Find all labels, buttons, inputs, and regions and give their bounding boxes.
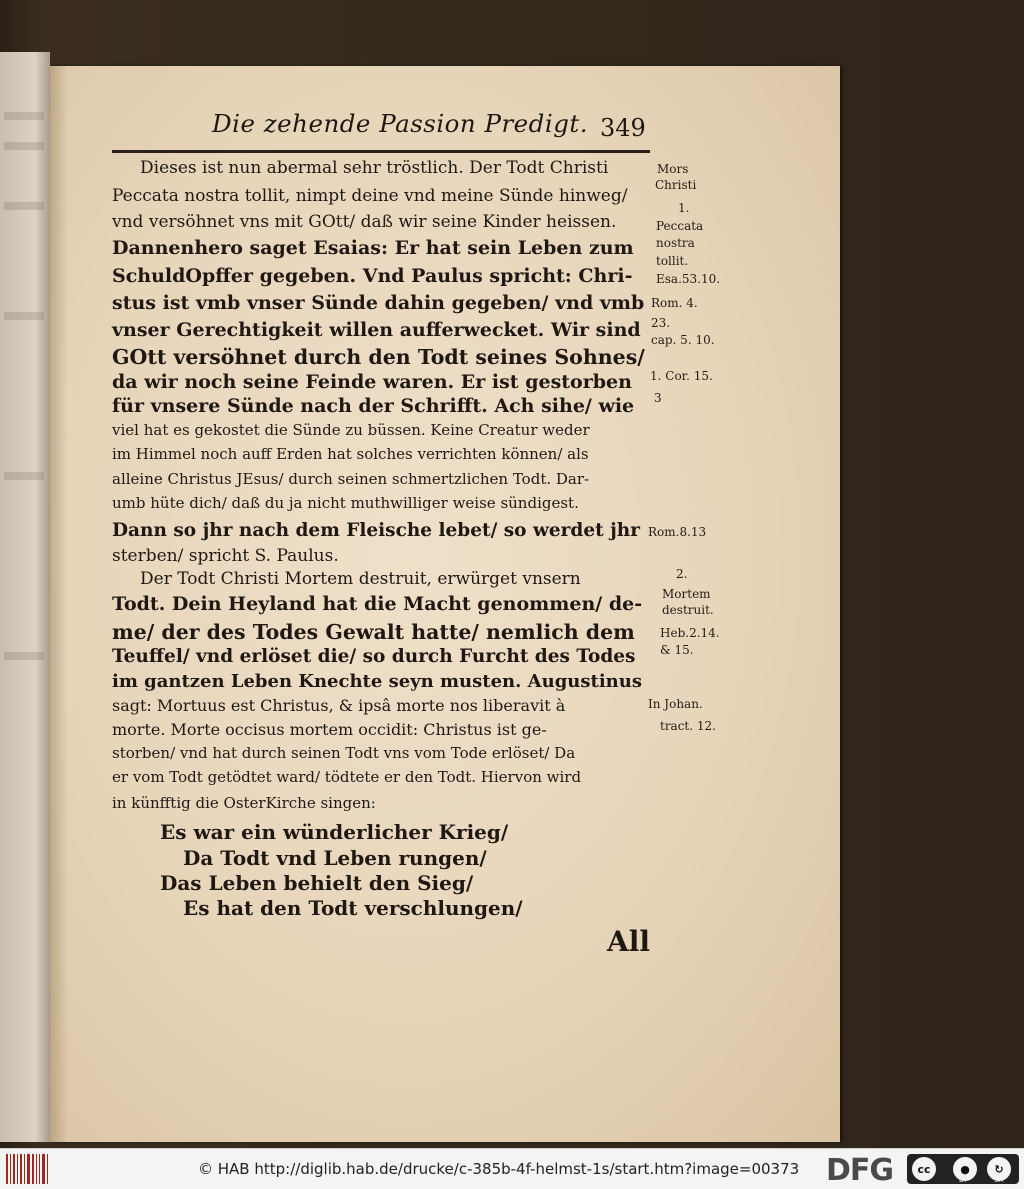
body-line: im Himmel noch auff Erden hat solches verrichten können/ als bbox=[112, 445, 589, 463]
body-line: sagt: Mortuus est Christus, & ipsâ morte nos liberavit à bbox=[112, 696, 566, 715]
header-rule bbox=[112, 150, 650, 153]
share-alike-icon: ↻ bbox=[987, 1157, 1011, 1181]
margin-note: Peccata bbox=[656, 219, 704, 233]
body-line: me/ der des Todes Gewalt hatte/ nemlich dem bbox=[112, 620, 635, 644]
attribution-icon: ● bbox=[953, 1157, 977, 1181]
license-label-by: BY bbox=[959, 1176, 968, 1184]
margin-note: destruit. bbox=[662, 603, 714, 617]
margin-note: cap. 5. 10. bbox=[651, 333, 715, 347]
margin-note: 23. bbox=[651, 316, 671, 330]
license-label-sa: SA bbox=[994, 1176, 1004, 1184]
verse-line: Es hat den Todt verschlungen/ bbox=[183, 896, 523, 920]
body-line: in künfftig die OsterKirche singen: bbox=[112, 794, 376, 812]
previous-page-edge bbox=[0, 52, 50, 1142]
body-line: er vom Todt getödtet ward/ tödtete er den Todt. Hiervon wird bbox=[112, 768, 582, 786]
body-line: vnd versöhnet vns mit GOtt/ daß wir seine Kinder heissen. bbox=[112, 212, 617, 232]
body-line: Dieses ist nun abermal sehr tröstlich. Der Todt Christi bbox=[140, 158, 609, 178]
body-line: im gantzen Leben Knechte seyn musten. Augustinus bbox=[112, 671, 642, 692]
body-line: Todt. Dein Heyland hat die Macht genommen/ de- bbox=[112, 593, 643, 615]
body-line: storben/ vnd hat durch seinen Todt vns vom Tode erlöset/ Da bbox=[112, 744, 576, 762]
body-line: Der Todt Christi Mortem destruit, erwürget vnsern bbox=[140, 569, 581, 589]
body-line: morte. Morte occisus mortem occidit: Christus ist ge- bbox=[112, 720, 547, 739]
margin-note: tract. 12. bbox=[660, 719, 716, 733]
margin-note: Mors bbox=[657, 162, 689, 176]
catchword: All bbox=[607, 925, 650, 958]
margin-note: Rom. 4. bbox=[651, 296, 698, 310]
body-line: Dannenhero saget Esaias: Er hat sein Leben zum bbox=[112, 237, 634, 259]
body-line: Peccata nostra tollit, nimpt deine vnd meine Sünde hinweg/ bbox=[112, 186, 628, 206]
body-line: für vnsere Sünde nach der Schrifft. Ach sihe/ wie bbox=[112, 395, 635, 417]
verse-line: Es war ein wünderlicher Krieg/ bbox=[160, 820, 509, 844]
body-line: stus ist vmb vnser Sünde dahin gegeben/ vnd vmb bbox=[112, 292, 645, 314]
margin-note: 1. Cor. 15. bbox=[650, 369, 713, 383]
running-title: Die zehende Passion Predigt. bbox=[212, 109, 589, 138]
margin-note: 2. bbox=[676, 567, 688, 581]
page-gutter-shadow bbox=[50, 66, 68, 1142]
body-line: alleine Christus JEsus/ durch seinen schmertzlichen Todt. Dar- bbox=[112, 470, 590, 488]
margin-note: 1. bbox=[678, 201, 690, 215]
hab-logo-icon bbox=[6, 1154, 48, 1184]
margin-note: In Johan. bbox=[648, 697, 703, 711]
body-line: vnser Gerechtigkeit willen aufferwecket. Wir sind bbox=[112, 319, 641, 341]
body-line: Teuffel/ vnd erlöset die/ so durch Furcht des Todes bbox=[112, 646, 636, 667]
margin-note: Esa.53.10. bbox=[656, 272, 721, 286]
margin-note: nostra bbox=[656, 236, 695, 250]
body-line: da wir noch seine Feinde waren. Er ist gestorben bbox=[112, 371, 632, 393]
margin-note: Rom.8.13 bbox=[648, 525, 707, 539]
margin-note: Christi bbox=[655, 178, 697, 192]
verse-line: Das Leben behielt den Sieg/ bbox=[160, 871, 474, 895]
body-line: sterben/ spricht S. Paulus. bbox=[112, 546, 339, 566]
cc-license-badge[interactable] bbox=[907, 1154, 1019, 1184]
body-line: viel hat es gekostet die Sünde zu büssen. Keine Creatur weder bbox=[112, 421, 590, 439]
margin-note: 3 bbox=[654, 391, 662, 405]
viewer-footer bbox=[0, 1148, 1024, 1189]
margin-note: & 15. bbox=[660, 643, 694, 657]
margin-note: Heb.2.14. bbox=[660, 626, 720, 640]
body-line: umb hüte dich/ daß du ja nicht muthwilliger weise sündigest. bbox=[112, 494, 579, 512]
copyright-link[interactable]: © HAB http://diglib.hab.de/drucke/c-385b-4f-helmst-1s/start.htm?image=00373 bbox=[198, 1160, 800, 1178]
body-line: SchuldOpffer gegeben. Vnd Paulus spricht: Chri- bbox=[112, 265, 633, 287]
body-line: GOtt versöhnet durch den Todt seines Sohnes/ bbox=[112, 345, 645, 369]
page-number: 349 bbox=[600, 114, 646, 142]
dfg-logo[interactable]: DFG bbox=[826, 1153, 894, 1188]
cc-icon: cc bbox=[912, 1157, 936, 1181]
body-line: Dann so jhr nach dem Fleische lebet/ so werdet jhr bbox=[112, 520, 640, 541]
margin-note: tollit. bbox=[656, 254, 689, 268]
verse-line: Da Todt vnd Leben rungen/ bbox=[183, 846, 487, 870]
margin-note: Mortem bbox=[662, 587, 711, 601]
